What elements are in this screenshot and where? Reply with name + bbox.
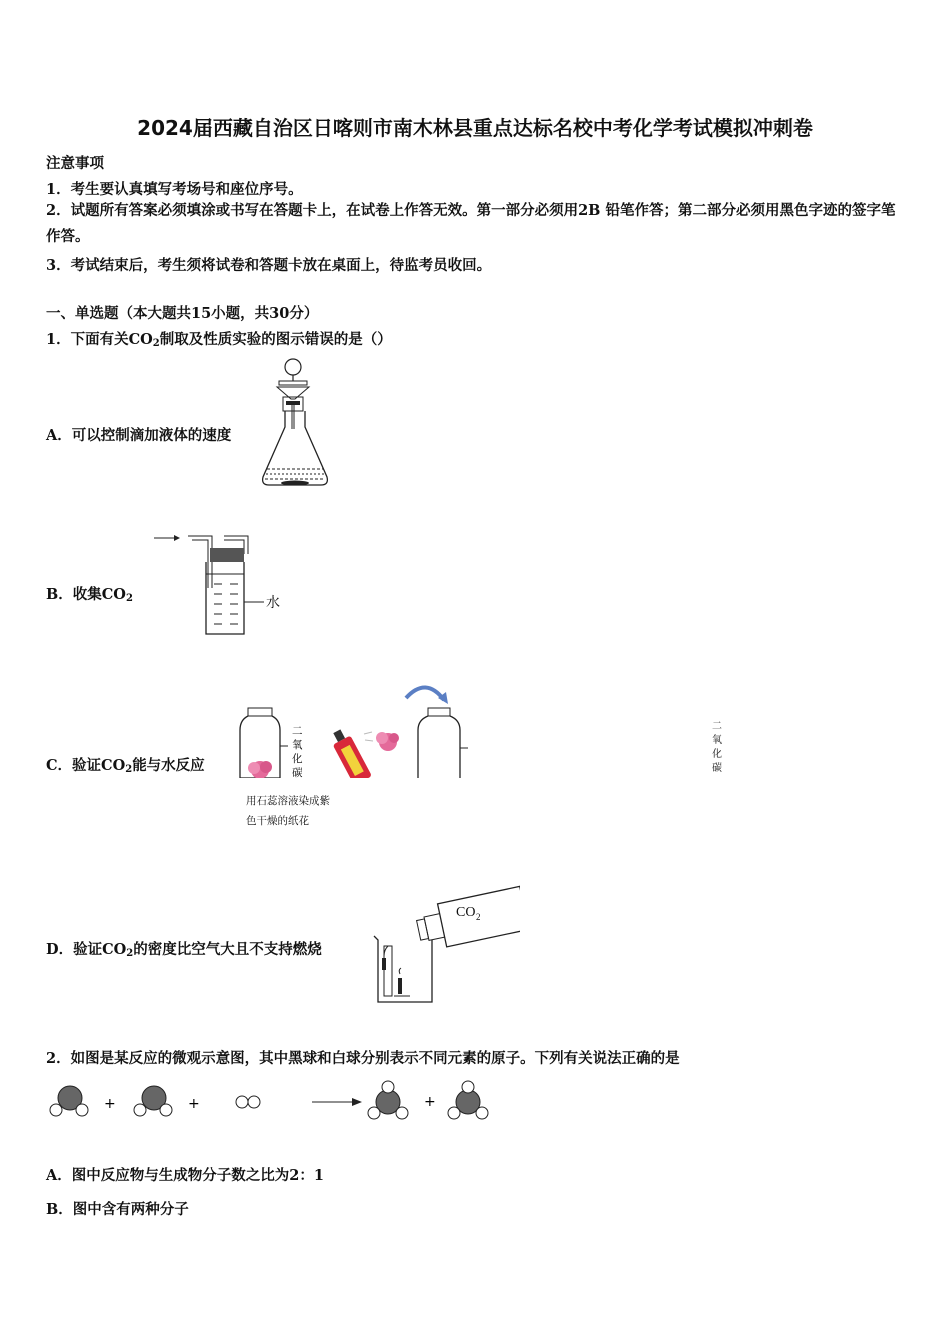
figure-c-caption-1: 用石蕊溶液染成紫 (246, 795, 330, 807)
svg-text:CO: CO (456, 905, 476, 920)
svg-text:化: 化 (292, 753, 303, 765)
gas-collecting-bottle-figure (152, 528, 292, 638)
question-2-stem: 2．如图是某反应的微观示意图，其中黑球和白球分别表示不同元素的原子。下列有关说法正确的是 (46, 1050, 680, 1067)
notes-item-3: 3．考试结束后，考生须将试卷和答题卡放在桌面上，待监考员收回。 (46, 257, 492, 274)
svg-text:二: 二 (292, 725, 303, 737)
notes-item-2: 2．试题所有答案必须填涂或书写在答题卡上，在试卷上作答无效。第一部分必须用2B 铅笔作答；第二部分必须用黑色字迹的签字笔作答。 (46, 202, 896, 245)
q1-option-a: A．可以控制滴加液体的速度 (46, 427, 232, 444)
svg-text:2: 2 (476, 912, 481, 922)
q2-option-b: B．图中含有两种分子 (46, 1201, 189, 1218)
svg-text:+: + (188, 1096, 200, 1112)
q2-option-a: A．图中反应物与生成物分子数之比为2：1 (46, 1167, 324, 1184)
svg-text:+: + (104, 1096, 116, 1112)
right-jar-gas-label: 二 氧 化 碳 (712, 721, 722, 774)
reactant-molecule-1 (50, 1086, 88, 1116)
reaction-molecule-diagram (44, 1080, 504, 1124)
q1-option-c: C．验证$CO_2$能与水反应 (46, 757, 205, 775)
water-label: 水 (266, 595, 280, 611)
product-molecule-1 (368, 1081, 408, 1119)
question-1-stem: 1．下面有关$CO_2$制取及性质实验的图示错误的是（） (46, 331, 392, 349)
q1-option-b: B．收集$CO_2$ (46, 586, 133, 604)
section-heading: 一、单选题（本大题共15小题，共30分） (46, 305, 319, 322)
svg-text:碳: 碳 (292, 767, 303, 778)
separatory-funnel-flask-figure (255, 357, 335, 492)
page-title: 2024届西藏自治区日喀则市南木林县重点达标名校中考化学考试模拟冲刺卷 (137, 116, 813, 140)
svg-text:+: + (424, 1094, 436, 1110)
product-molecule-2 (448, 1081, 488, 1119)
figure-c-caption-2: 色干燥的纸花 (246, 815, 309, 827)
co2-water-reaction-figure (236, 678, 496, 778)
notes-heading: 注意事项 (46, 155, 104, 172)
co2-beaker-candles-figure (370, 876, 520, 1008)
q1-option-d: D．验证$CO_2$的密度比空气大且不支持燃烧 (46, 941, 322, 959)
notes-item-1: 1．考生要认真填写考场号和座位序号。 (46, 181, 303, 198)
reactant-molecule-3 (236, 1096, 260, 1108)
svg-text:氧: 氧 (292, 739, 303, 751)
reactant-molecule-2 (134, 1086, 172, 1116)
